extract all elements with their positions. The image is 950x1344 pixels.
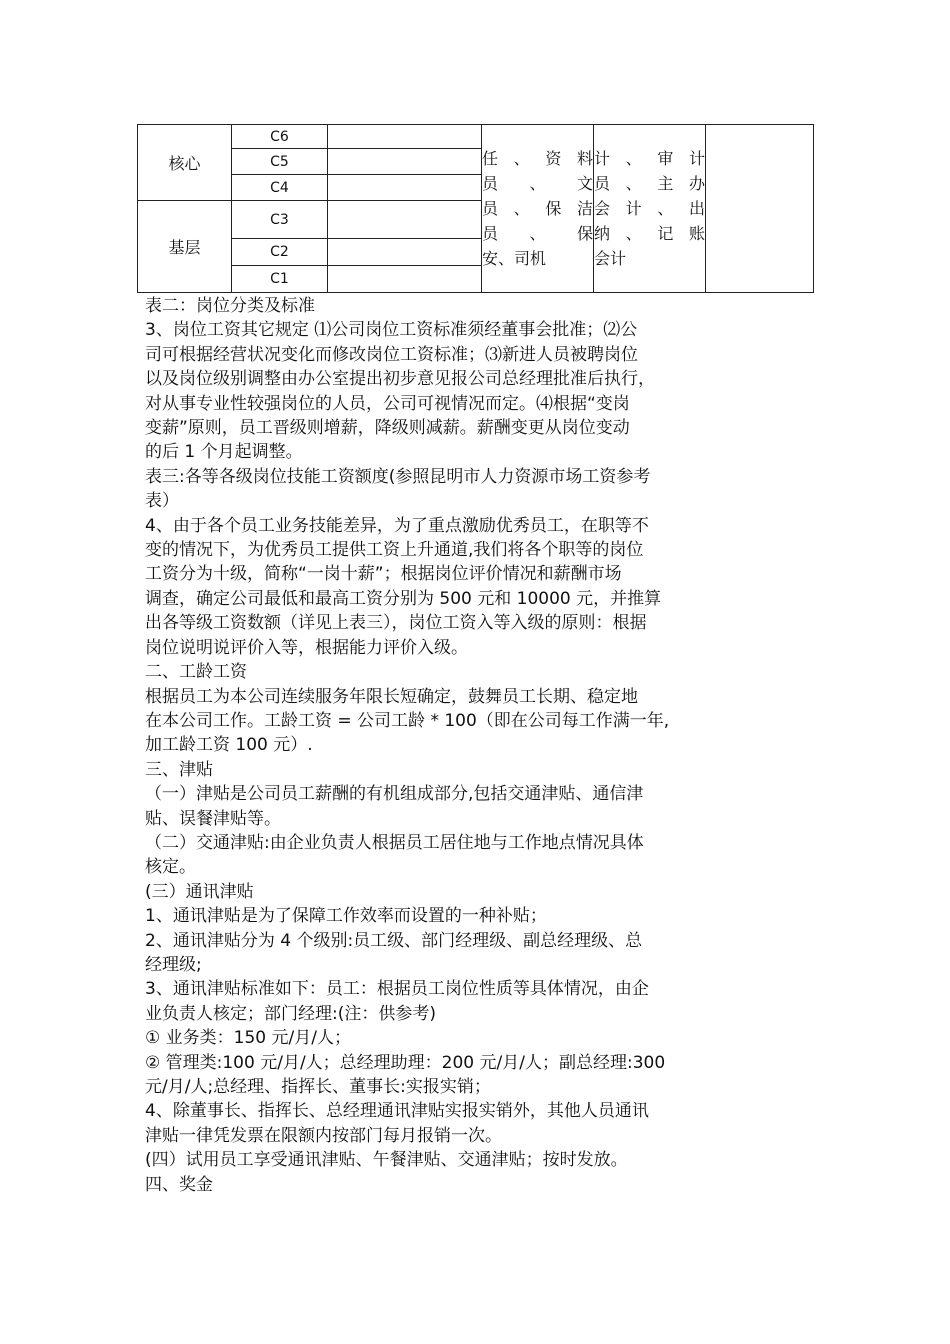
empty-cell (328, 266, 482, 293)
doc-line: (四）试用员工享受通讯津贴、午餐津贴、交通津贴；按时发放。 (145, 1150, 628, 1171)
roles-line: 计、审计 (594, 149, 705, 168)
doc-line: 在本公司工作。工龄工资 = 公司工龄 * 100（即在公司每工作满一年, (145, 710, 670, 731)
doc-line: 2、通讯津贴分为 4 个级别:员工级、部门经理级、副总经理级、总 (145, 930, 643, 951)
group-cell-base: 基层 (138, 201, 232, 293)
doc-line: 变的情况下，为优秀员工提供工资上升通道,我们将各个职等的岗位 (145, 540, 644, 561)
empty-cell (328, 175, 482, 201)
roles-line: 纳、记账 (594, 224, 705, 243)
doc-line: 表） (145, 491, 179, 512)
roles-line: 员 、 保 (482, 224, 593, 243)
doc-line: 调查，确定公司最低和最高工资分别为 500 元和 10000 元，并推算 (145, 588, 662, 609)
doc-line: 根据员工为本公司连续服务年限长短确定，鼓舞员工长期、稳定地 (145, 686, 638, 707)
doc-line: （一）津贴是公司员工薪酬的有机组成部分,包括交通津贴、通信津 (145, 784, 644, 805)
doc-line: 3、岗位工资其它规定 ⑴公司岗位工资标准须经董事会批准；⑵公 (145, 320, 638, 341)
doc-line: (三）通讯津贴 (145, 881, 254, 902)
doc-line: ② 管理类:100 元/月/人；总经理助理：200 元/月/人；副总经理:300 (145, 1052, 666, 1073)
grade-code-c2: C2 (232, 239, 328, 266)
doc-line: 4、除董事长、指挥长、总经理通讯津贴实报实销外，其他人员通讯 (145, 1101, 649, 1122)
doc-line: 四、奖金 (145, 1174, 213, 1195)
grade-code-c4: C4 (232, 175, 328, 201)
empty-cell (706, 125, 814, 293)
roles-cell-accounting (594, 125, 706, 293)
doc-line: 加工龄工资 100 元）. (145, 735, 313, 756)
doc-line: 表三:各等各级岗位技能工资额度(参照昆明市人力资源市场工资参考 (145, 466, 651, 487)
doc-line: 对从事专业性较强岗位的人员，公司可视情况而定。⑷根据“变岗 (145, 393, 630, 414)
doc-line: 工资分为十级，简称“一岗十薪”；根据岗位评价情况和薪酬市场 (145, 564, 622, 585)
grade-code-c6: C6 (232, 125, 328, 149)
doc-line: 经理级; (145, 954, 202, 975)
roles-line: 任、资料 (482, 149, 593, 168)
grade-table (137, 124, 814, 293)
doc-line: 贴、误餐津贴等。 (145, 808, 281, 829)
roles-cell-clerical (482, 125, 594, 293)
doc-line: 3、通讯津贴标准如下：员工：根据员工岗位性质等具体情况，由企 (145, 979, 649, 1000)
grade-code-c1: C1 (232, 266, 328, 293)
doc-line: ① 业务类：150 元/月/人； (145, 1028, 351, 1049)
grade-code-c3: C3 (232, 201, 328, 239)
grade-code-c5: C5 (232, 149, 328, 175)
doc-line: 4、由于各个员工业务技能差异，为了重点激励优秀员工，在职等不 (145, 515, 649, 536)
group-cell-core: 核心 (138, 125, 232, 201)
roles-line: 员、主办 (594, 174, 705, 193)
doc-line: 司可根据经营状况变化而修改岗位工资标准；⑶新进人员被聘岗位 (145, 344, 638, 365)
doc-line: 三、津贴 (145, 759, 213, 780)
empty-cell (328, 125, 482, 149)
empty-cell (328, 149, 482, 175)
empty-cell (328, 201, 482, 239)
doc-line: 表二：岗位分类及标准 (145, 296, 315, 316)
doc-line: 业负责人核定；部门经理:(注：供参考) (145, 1003, 436, 1024)
doc-line: 以及岗位级别调整由办公室提出初步意见报公司总经理批准后执行， (145, 369, 655, 390)
roles-line: 员 、 文 (482, 174, 593, 193)
doc-line: 元/月/人;总经理、指挥长、董事长:实报实销； (145, 1077, 491, 1097)
empty-cell (328, 239, 482, 266)
doc-line: 二、工龄工资 (145, 662, 247, 683)
doc-line: 岗位说明说评价入等，根据能力评价入级。 (145, 637, 468, 658)
document-body (145, 294, 825, 1197)
doc-line: （二）交通津贴:由企业负责人根据员工居住地与工作地点情况具体 (145, 832, 644, 853)
roles-line: 员、保洁 (482, 199, 593, 218)
doc-line: 变薪”原则，员工晋级则增薪，降级则减薪。薪酬变更从岗位变动 (145, 418, 630, 439)
roles-line: 会计、出 (594, 199, 705, 218)
roles-line: 会计 (594, 249, 627, 268)
doc-line: 出各等级工资数额（详见上表三），岗位工资入等入级的原则：根据 (145, 613, 647, 634)
doc-line: 1、通讯津贴是为了保障工作效率而设置的一种补贴； (145, 906, 547, 927)
doc-line: 津贴一律凭发票在限额内按部门每月报销一次。 (145, 1125, 502, 1146)
doc-line: 核定。 (145, 857, 196, 878)
roles-line: 安、司机 (482, 249, 547, 268)
doc-line: 的后 1 个月起调整。 (145, 442, 303, 463)
